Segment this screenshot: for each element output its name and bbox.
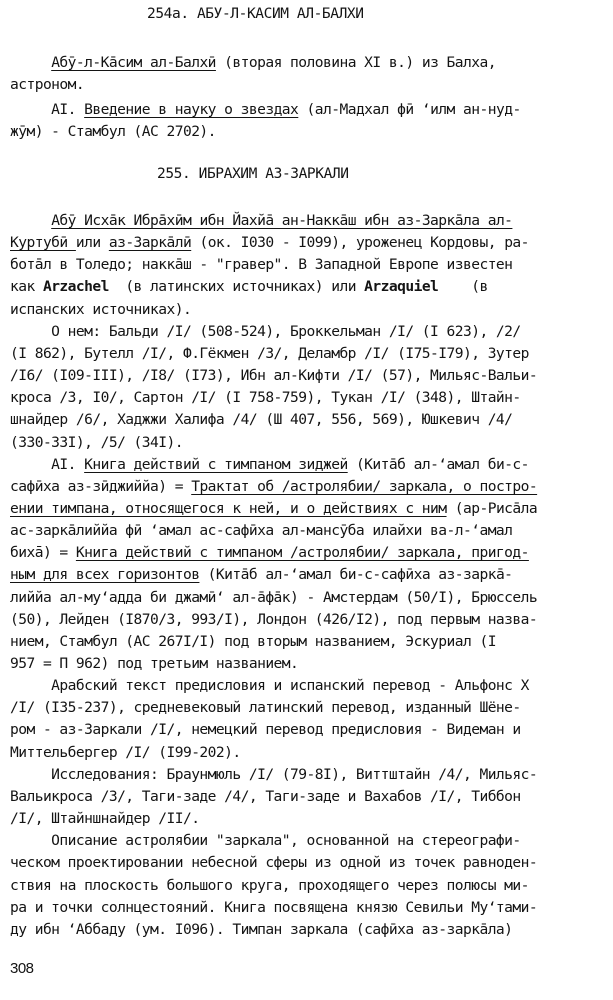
text-line (10, 76, 84, 94)
text-line (10, 456, 529, 474)
text-line (10, 323, 521, 341)
text-line (10, 854, 537, 872)
underlined-title: ным для всех горизонтов (10, 566, 200, 584)
text-segment (10, 54, 51, 71)
text-segment: сафӣха аз-зӣджиййа) = (10, 477, 192, 495)
text-segment: шнайдер /6/, Хаджжи Халифа /4/ (Ш 407, 556, 569), Юшкевич /4/ (10, 411, 513, 429)
text-line (10, 611, 537, 629)
text-segment: лиййа ал-муʻадда би джамӣʻ ал-а̄фа̄к) - Амстердам (50/I), Брюссель (10, 588, 538, 606)
text-segment: (в (438, 278, 488, 296)
text-segment: как (10, 278, 43, 296)
text-segment: нием, Стамбул (АС 267I/I) под вторым названием, Эскуриал (I (10, 632, 496, 650)
text-line (10, 810, 199, 828)
text-line (10, 301, 191, 319)
text-line (10, 101, 521, 119)
underlined-title: Трактат об /астролябии/ заркала, о постро- (191, 477, 538, 495)
text-segment: испанских источниках). (10, 300, 192, 318)
text-line (10, 788, 521, 806)
text-segment: жӯм) - Стамбул (АС 2702). (10, 123, 216, 140)
text-line (10, 212, 512, 230)
text-segment: ствия на плоскость большого круга, проходящего через полюсы ми- (10, 876, 529, 894)
text-line (10, 589, 537, 607)
text-segment: /I6/ (I09-III), /I8/ (I73), Ибн ал-Кифти /I/ (57), Мильяс-Вальи- (10, 367, 538, 385)
text-segment: (вторая половина XI в.) из Балха, (215, 54, 496, 71)
text-segment: /I/ (I35-237), средневековый латинский перевод, изданный Шёне- (10, 699, 521, 717)
text-segment: астроном. (10, 76, 85, 93)
text-segment: или (75, 234, 109, 252)
text-line (10, 744, 241, 762)
text-segment: бихā) = (10, 544, 76, 562)
text-line (10, 500, 537, 518)
text-segment: AI. (10, 455, 85, 473)
underlined-title: Куртубӣ (10, 234, 76, 252)
text-line (10, 234, 529, 252)
text-segment: Описание астролябии "заркала", основанной на стереографи- (10, 832, 521, 850)
text-segment (10, 212, 51, 229)
text-line (10, 655, 298, 673)
underlined-title: ении тимпана, относящегося к ней, и о действиях с ним (10, 499, 447, 517)
latin-name: Arzaquiel (364, 278, 439, 296)
text-segment: бота̄л в Толедо; накка̄ш - "гравер". В Западной Европе известен (10, 256, 513, 274)
text-segment: (Кита̄б ал-ʻамал би-с- (347, 455, 529, 473)
text-segment: (в латинских источниках) или (108, 278, 365, 296)
text-line (10, 345, 529, 363)
underlined-title: Книга действий с тимпаном /астролябии/ заркала, пригод- (75, 544, 529, 562)
text-line (10, 877, 529, 895)
text-line (10, 899, 537, 917)
text-line (10, 434, 183, 452)
text-line (10, 633, 496, 651)
text-line (10, 123, 216, 141)
underlined-title: аз-Зарка̄лӣ (108, 234, 192, 252)
text-segment: (I 862), Бутелл /I/, Ф.Гёкмен /3/, Деламбр /I/ (I75-I79), Зутер (10, 344, 529, 362)
page-number: 308 (10, 960, 34, 977)
text-segment: ческом проектировании небесной сферы из одной из точек равноден- (10, 854, 538, 872)
underlined-title: Введение в науку о звездах (84, 101, 299, 118)
text-line (10, 721, 521, 739)
text-line (10, 478, 537, 496)
text-line (10, 54, 496, 72)
text-segment: Вальикроса /3/, Таги-заде /4/, Таги-заде и Вахабов /I/, Тиббон (10, 787, 521, 805)
text-segment: Миттельбергер /I/ (I99-202). (10, 743, 241, 761)
text-line (10, 677, 529, 695)
text-segment: Исследования: Браунмюль /I/ (79-8I), Виттштайн /4/, Мильяс- (10, 765, 538, 783)
text-segment: (50), Лейден (I870/3, 993/I), Лондон (426/I2), под первым назва- (10, 610, 538, 628)
text-line (10, 699, 521, 717)
text-line (10, 367, 537, 385)
text-segment: (ок. I030 - I099), уроженец Кордовы, ра- (191, 234, 529, 252)
text-line (10, 411, 512, 429)
underlined-title: Абӯ Исха̄к Ибра̄хӣм ибн Йахйа̄ ан-Накка̄ш ибн аз-Зарка̄ла ал- (51, 212, 513, 229)
text-segment: AI. (10, 101, 85, 118)
text-line (10, 544, 529, 562)
text-segment: ду ибн ʻАббаду (ум. I096). Тимпан заркала (сафӣха аз-зарка̄ла) (10, 920, 513, 938)
text-segment: (330-33I), /5/ (34I). (10, 433, 183, 451)
text-line (10, 566, 512, 584)
text-segment: (Кита̄б ал-ʻамал би-с-сафӣха аз-зарка̄- (199, 566, 513, 584)
section-heading-255: 255. ИБРАХИМ АЗ-ЗАРКАЛИ (157, 166, 349, 182)
text-segment: ас-зарка̄лиййа фӣ ʻамал ас-сафӣха ал-мансӯба илайхи ва-л-ʻамал (10, 522, 513, 540)
text-segment: ром - аз-Заркали /I/, немецкий перевод предисловия - Видеман и (10, 721, 521, 739)
text-segment: О нем: Бальди /I/ (508-524), Броккельман /I/ (I 623), /2/ (10, 322, 521, 340)
text-line (10, 832, 521, 850)
text-line (10, 522, 512, 540)
text-line (10, 389, 521, 407)
underlined-title: Книга действий с тимпаном зиджей (84, 455, 348, 473)
text-segment: /I/, Штайншнайдер /II/. (10, 810, 200, 828)
text-line (10, 766, 537, 784)
text-segment: ра и точки солнцестояний. Книга посвящена князю Севильи Муʻтами- (10, 898, 538, 916)
text-segment: (ар-Риса̄ла (446, 499, 538, 517)
text-line (10, 921, 512, 939)
text-segment: кроса /3, I0/, Сартон /I/ (I 758-759), Тукан /I/ (348), Штайн- (10, 389, 521, 407)
text-line (10, 256, 512, 274)
text-segment: Арабский текст предисловия и испанский перевод - Альфонс X (10, 677, 529, 695)
text-segment: (ал-Мадхал фӣ ʻилм ан-нуд- (298, 101, 521, 118)
text-segment: 957 = П 962) под третьим названием. (10, 655, 299, 672)
latin-name: Arzachel (42, 278, 109, 296)
text-line (10, 278, 488, 296)
section-heading-254a: 254a. АБУ-Л-КАСИМ АЛ-БАЛХИ (147, 6, 364, 22)
underlined-title: Абӯ-л-Ка̄сим ал-Балхӣ (51, 54, 216, 71)
